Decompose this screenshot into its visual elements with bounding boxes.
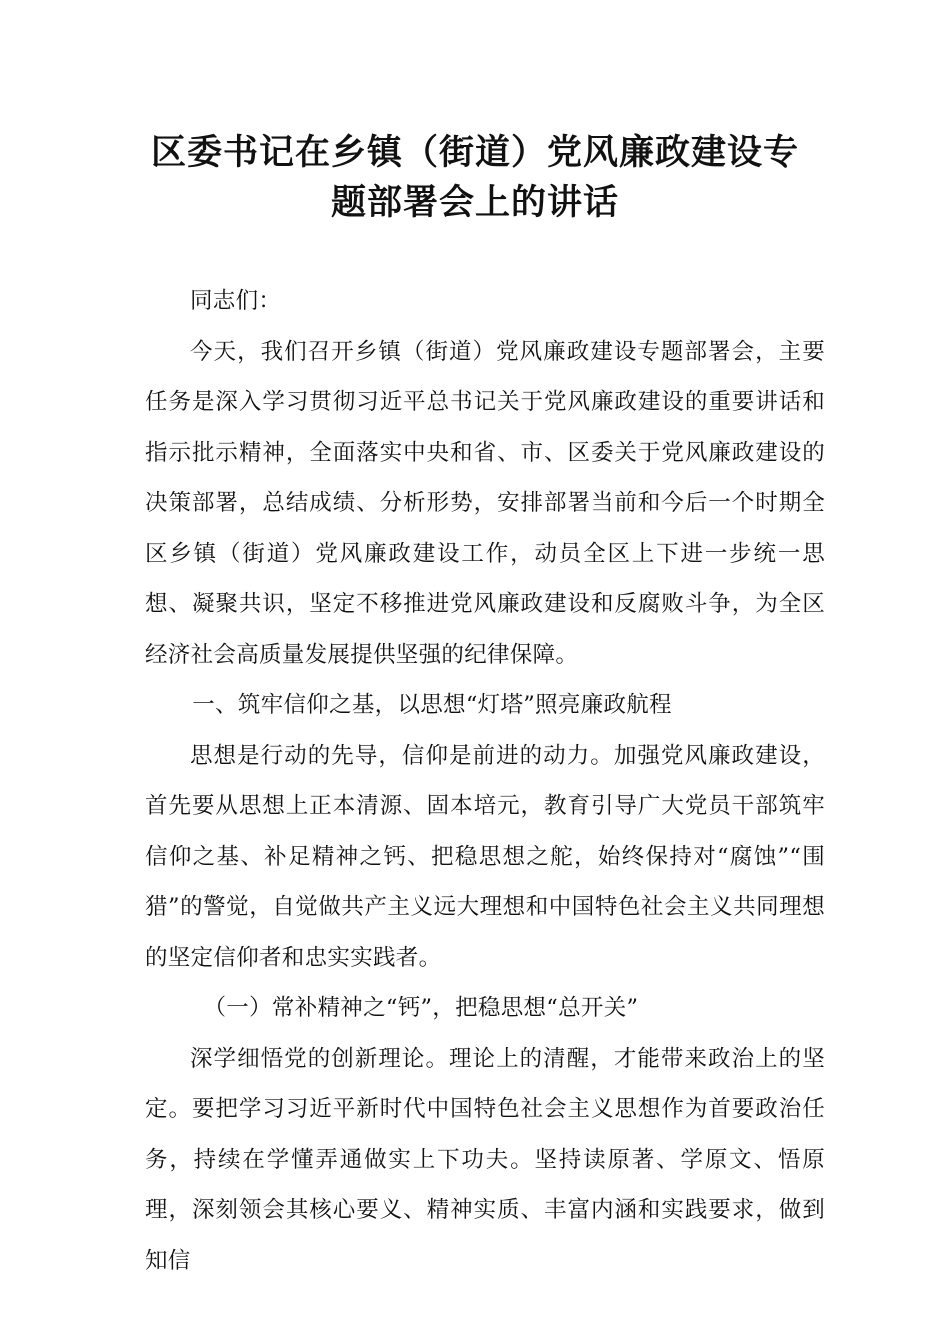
section-heading-1: 一、筑牢信仰之基，以思想“灯塔”照亮廉政航程	[192, 692, 672, 718]
paragraph-subsection-1: 深学细悟党的创新理论。理论上的清醒，才能带来政治上的坚定。要把学习习近平新时代中国特色社会主义思想作为首要政治任务，持续在学懂弄通做实上下功夫。坚持读原著、学原文、悟原理，深刻领会其核心要义、精神实质、丰富内涵和实践要求，做到知信	[145, 1045, 825, 1274]
paragraph-section-1: 思想是行动的先导，信仰是前进的动力。加强党风廉政建设，首先要从思想上正本清源、固本培元，教育引导广大党员干部筑牢信仰之基、补足精神之钙、把稳思想之舵，始终保持对“腐蚀”“围猎”的警觉，自觉做共产主义远大理想和中国特色社会主义共同理想的坚定信仰者和忠实实践者。	[145, 742, 825, 971]
document-body	[145, 276, 825, 1286]
document-title-line-2: 题部署会上的讲话	[330, 183, 619, 223]
salutation: 同志们：	[190, 288, 282, 314]
subsection-heading-1: （一）常补精神之“钙”，把稳思想“总开关”	[203, 995, 639, 1021]
paragraph-intro: 今天，我们召开乡镇（街道）党风廉政建设专题部署会，主要任务是深入学习贯彻习近平总书记关于党风廉政建设的重要讲话和指示批示精神，全面落实中央和省、市、区委关于党风廉政建设的决策部署，总结成绩、分析形势，安排部署当前和今后一个时期全区乡镇（街道）党风廉政建设工作，动员全区上下进一步统一思想、凝聚共识，坚定不移推进党风廉政建设和反腐败斗争，为全区经济社会高质量发展提供坚强的纪律保障。	[145, 338, 825, 668]
document-title-line-1: 区委书记在乡镇（街道）党风廉政建设专	[150, 133, 799, 173]
